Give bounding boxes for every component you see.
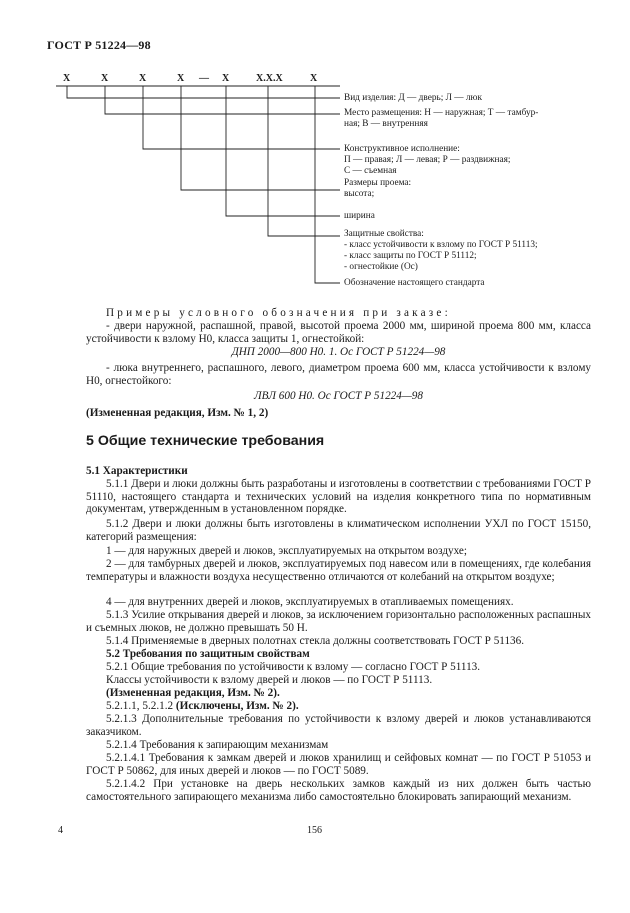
- para-5-1-4: 5.1.4 Применяемые в дверных полотнах стекла должны соответствовать ГОСТ Р 51136.: [106, 635, 525, 647]
- code-x2: Х: [101, 73, 109, 84]
- scheme-label-design-2: П — правая; Л — левая; Р — раздвижная;: [344, 155, 511, 165]
- para-5-2-1-4-1: 5.2.1.4.1 Требования к замкам дверей и люков хранилищ и сейфовых комнат — по ГОСТ Р 51053 и ГОСТ Р 50862, для иных дверей и люков — по ГОСТ 5089.: [86, 752, 591, 777]
- category-1: 1 — для наружных дверей и люков, эксплуатируемых на открытом воздухе;: [106, 545, 467, 557]
- example-2-text: - люка внутреннего, распашного, левого, диаметром проема 600 мм, класса устойчивости к взлому Н0, огнестойкого:: [86, 362, 591, 387]
- para-5-1-2: 5.1.2 Двери и люки должны быть изготовлены в климатическом исполнении УХЛ по ГОСТ 15150, категорий размещения:: [86, 518, 591, 543]
- scheme-label-placement-1: Место размещения: Н — наружная; Т — тамбур-: [344, 108, 539, 118]
- page-number-center: 156: [307, 825, 322, 836]
- scheme-label-size-2: высота;: [344, 189, 375, 199]
- example-2-code: ЛВЛ 600 Н0. Ос ГОСТ Р 51224—98: [254, 390, 423, 402]
- designation-scheme-lines: [0, 0, 630, 300]
- scheme-label-design-1: Конструктивное исполнение:: [344, 144, 460, 154]
- code-x6: Х: [310, 73, 318, 84]
- scheme-label-width: ширина: [344, 211, 375, 221]
- para-5-2-1-classes: Классы устойчивости к взлому дверей и люков — по ГОСТ Р 51113.: [106, 674, 433, 686]
- para-5-2-1-1: [86, 700, 591, 713]
- code-x5: Х: [222, 73, 230, 84]
- scheme-label-type: Вид изделия: Д — дверь; Л — люк: [344, 93, 482, 103]
- doc-header: ГОСТ Р 51224—98: [47, 38, 151, 52]
- scheme-label-protection-3: - класс защиты по ГОСТ Р 51112;: [344, 251, 477, 261]
- para-5-2-1: 5.2.1 Общие требования по устойчивости к взлому — согласно ГОСТ Р 51113.: [106, 661, 481, 673]
- para-5-2-1-4-2: 5.2.1.4.2 При установке на дверь нескольких замков каждый из них должен быть частью самостоятельного запирающего механизма либо самостоятельно блокировать запирающий механизм.: [86, 778, 591, 803]
- scheme-label-standard: Обозначение настоящего стандарта: [344, 278, 485, 288]
- revision-note-2: (Измененная редакция, Изм. № 2).: [106, 687, 280, 699]
- para-5-2-1-4: 5.2.1.4 Требования к запирающим механизмам: [106, 739, 329, 751]
- para-5-2-1-3: 5.2.1.3 Дополнительные требования по устойчивости к взлому дверей и люков устанавливаются заказчиком.: [86, 713, 591, 738]
- para-5-2-1-1-number: 5.2.1.1, 5.2.1.2: [106, 700, 174, 712]
- code-dash: —: [199, 73, 209, 84]
- code-x1: Х: [63, 73, 71, 84]
- code-xxx: Х.Х.Х: [256, 73, 283, 84]
- scheme-label-design-3: С — съемная: [344, 166, 397, 176]
- example-1-code: ДНП 2000—800 Н0. 1. Ос ГОСТ Р 51224—98: [231, 346, 446, 358]
- category-2: 2 — для тамбурных дверей и люков, эксплуатируемых под навесом или в помещениях, где колебания температуры и влажности воздуха несущественно отличаются от колебаний на открытом воздухе;: [86, 558, 591, 583]
- scheme-label-protection-1: Защитные свойства:: [344, 229, 424, 239]
- examples-heading: Примеры условного обозначения при заказе:: [106, 307, 451, 319]
- category-4: 4 — для внутренних дверей и люков, эксплуатируемых в отапливаемых помещениях.: [106, 596, 514, 608]
- page-number-left: 4: [58, 825, 63, 836]
- scheme-label-placement-2: ная; В — внутренняя: [344, 119, 428, 129]
- scheme-label-protection-2: - класс устойчивости к взлому по ГОСТ Р 51113;: [344, 240, 538, 250]
- example-1-text: - двери наружной, распашной, правой, высотой проема 2000 мм, шириной проема 800 мм, класса устойчивости к взлому Н0, класса защиты 1, огнестойкой:: [86, 320, 591, 345]
- para-5-2-1-1-excluded: (Исключены, Изм. № 2).: [175, 700, 299, 712]
- para-5-1-3: 5.1.3 Усилие открывания дверей и люков, за исключением горизонтально расположенных распашных и съемных люков, не должно превышать 50 Н.: [86, 609, 591, 634]
- code-x3: Х: [139, 73, 147, 84]
- scheme-label-size-1: Размеры проема:: [344, 178, 412, 188]
- scheme-label-protection-4: - огнестойкие (Ос): [344, 262, 418, 272]
- section-5-title: 5 Общие технические требования: [86, 433, 325, 449]
- subsection-5-2-title: 5.2 Требования по защитным свойствам: [106, 648, 310, 660]
- subsection-5-1-title: 5.1 Характеристики: [86, 465, 188, 477]
- code-x4: Х: [177, 73, 185, 84]
- examples-revision: (Измененная редакция, Изм. № 1, 2): [86, 407, 269, 419]
- para-5-1-1: 5.1.1 Двери и люки должны быть разработаны и изготовлены в соответствии с требованиями ГОСТ Р 51110, настоящего стандарта и технических условий на изделия конкретного типа по нормативным документам, утвержденным в установленном порядке.: [86, 478, 591, 516]
